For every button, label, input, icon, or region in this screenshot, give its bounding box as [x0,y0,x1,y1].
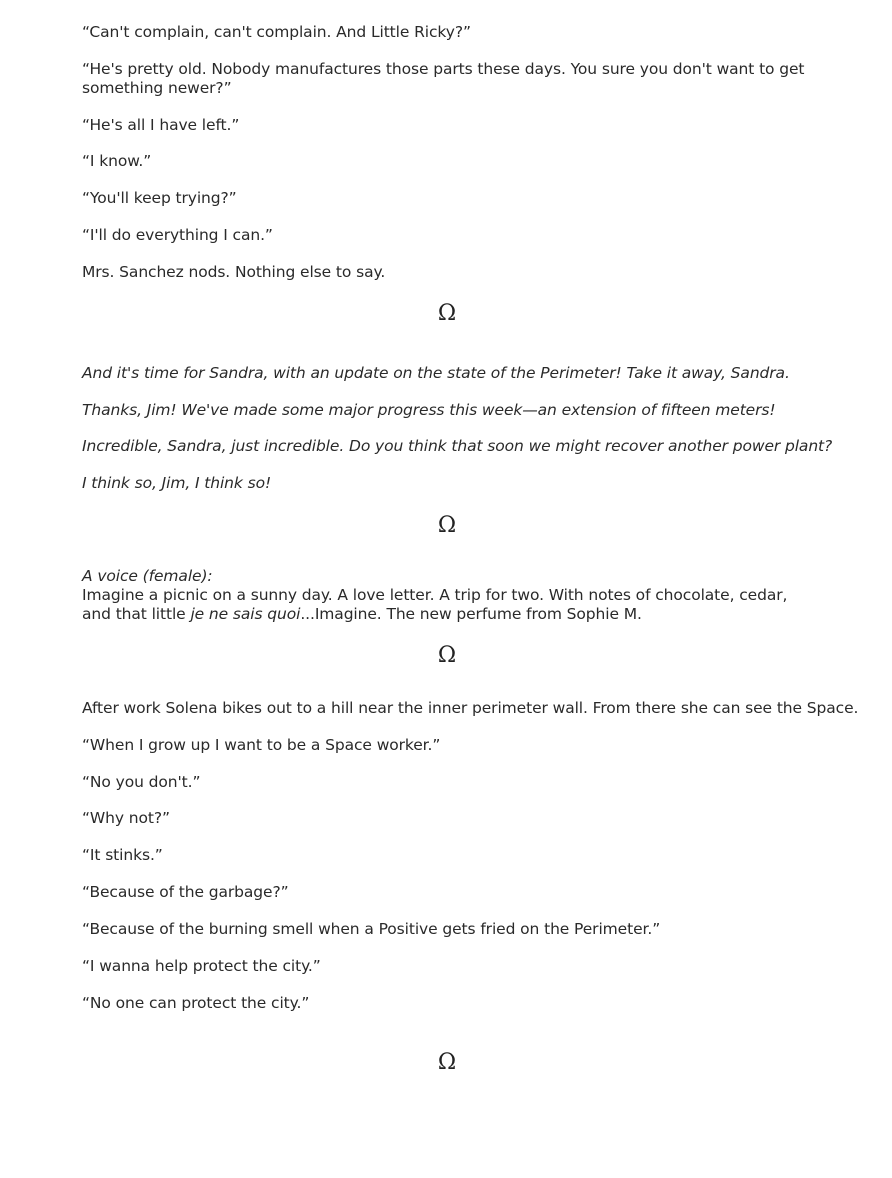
ad-text-part: Imagine a picnic on a sunny day. A love letter. A trip for two. With notes of chocolate, cedar, and that little [82,586,788,623]
dialogue-line: “I wanna help protect the city.” [82,957,321,975]
dialogue-line: “When I grow up I want to be a Space worker.” [82,736,441,754]
ad-paragraph [82,586,808,624]
dialogue-line: “No one can protect the city.” [82,994,310,1012]
narration-line: After work Solena bikes out to a hill near the inner perimeter wall. From there she can see the Space. [82,699,859,717]
dialogue-line: “I know.” [82,152,152,170]
radio-line: I think so, Jim, I think so! [82,474,272,492]
section-separator-omega: Ω [437,1050,457,1075]
dialogue-line: “It stinks.” [82,846,163,864]
radio-line: Incredible, Sandra, just incredible. Do you think that soon we might recover another power plant? [82,437,833,455]
section-separator-omega: Ω [437,513,457,538]
dialogue-line: “You'll keep trying?” [82,189,237,207]
section-separator-omega: Ω [437,643,457,668]
radio-line: And it's time for Sandra, with an update on the state of the Perimeter! Take it away, Sandra. [82,364,790,382]
dialogue-line: “Why not?” [82,809,170,827]
section-separator-omega: Ω [437,301,457,326]
ad-text-part: ...Imagine. The new perfume from Sophie M. [300,605,642,623]
dialogue-line: “He's all I have left.” [82,116,240,134]
dialogue-line: “Can't complain, can't complain. And Little Ricky?” [82,23,471,41]
ad-speaker: A voice (female): [82,567,213,585]
ad-text-italic: je ne sais quoi [190,605,301,623]
narration-line: Mrs. Sanchez nods. Nothing else to say. [82,263,386,281]
dialogue-line: “No you don't.” [82,773,201,791]
dialogue-line: “He's pretty old. Nobody manufactures those parts these days. You sure you don't want to get something newer?” [82,60,805,97]
dialogue-line: “Because of the burning smell when a Positive gets fried on the Perimeter.” [82,920,661,938]
dialogue-line: “I'll do everything I can.” [82,226,273,244]
radio-line: Thanks, Jim! We've made some major progress this week—an extension of fifteen meters! [82,401,776,419]
dialogue-line: “Because of the garbage?” [82,883,289,901]
